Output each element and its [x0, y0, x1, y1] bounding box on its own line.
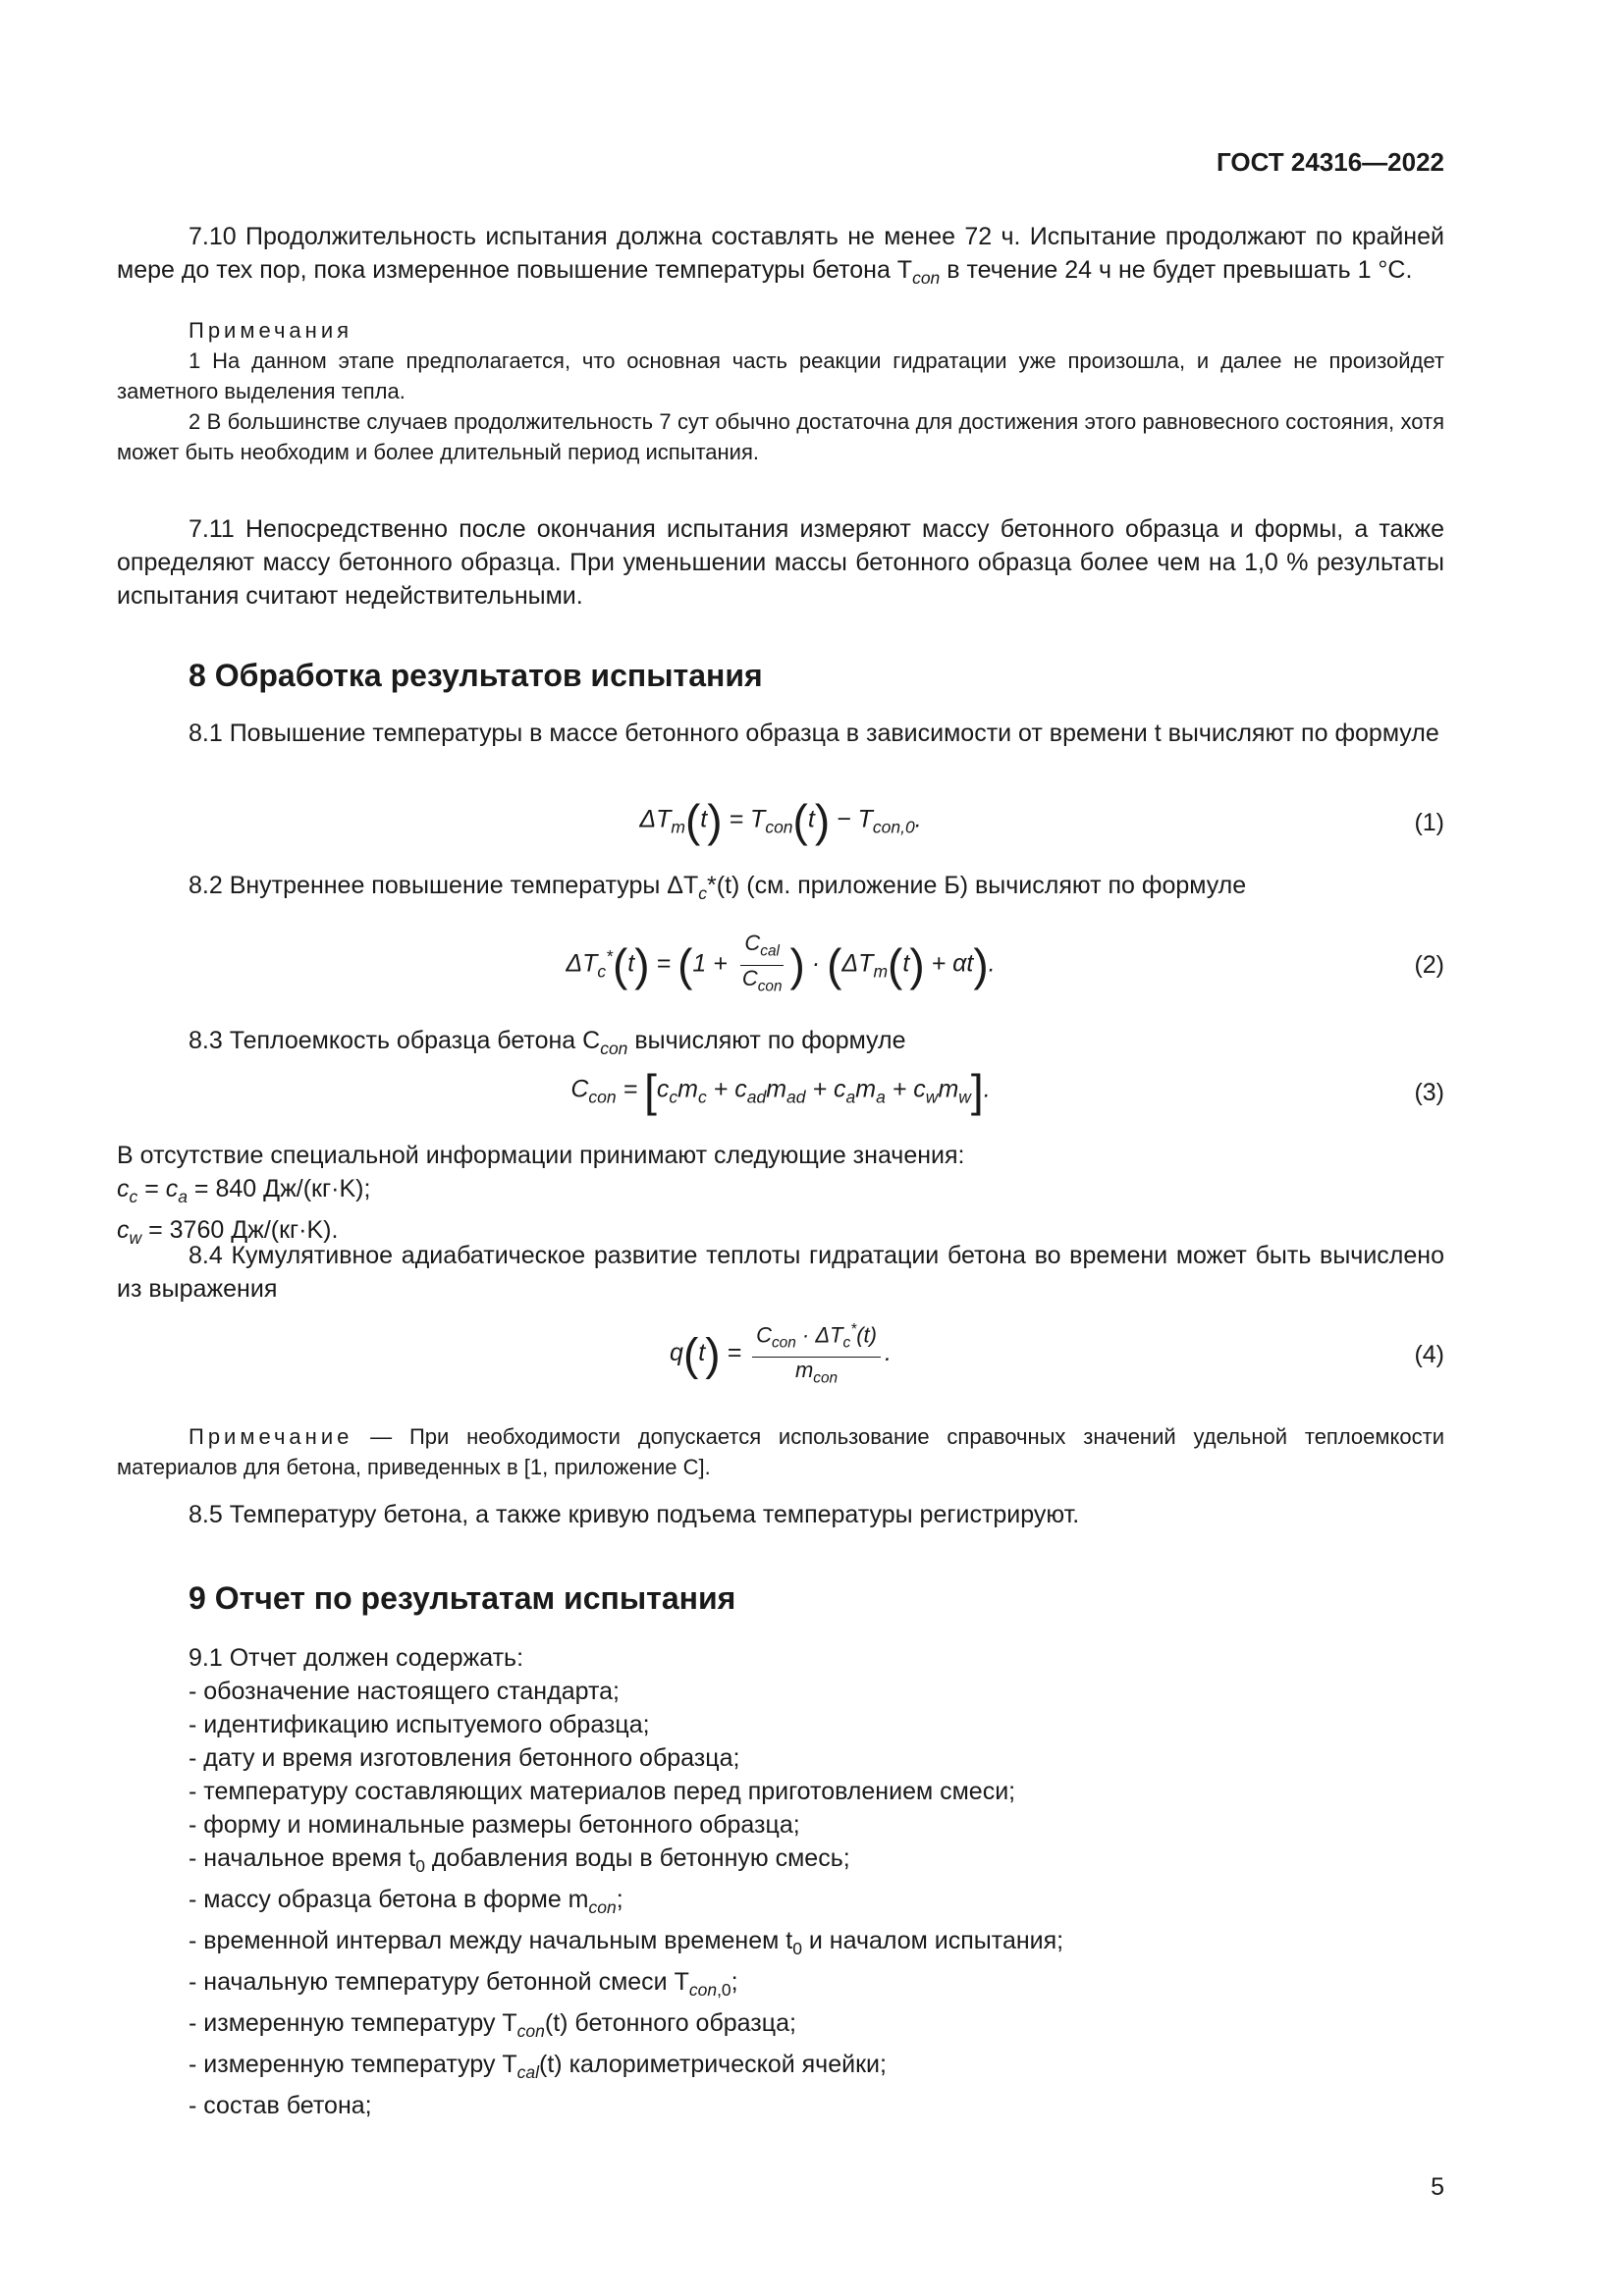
section-8-heading — [117, 656, 1444, 695]
formula-body: $\Delta T_m(t) = T_{con}(t) - T_{con,0}$. — [639, 795, 922, 847]
paragraph-text: *(t) (см. приложение Б) вычисляют по формуле — [707, 872, 1247, 899]
section-9-heading — [117, 1578, 1444, 1618]
list-item: - дату и время изготовления бетонного образца; — [189, 1744, 740, 1772]
value-cw: $c_w = 3760$ Дж/(кг·K). — [117, 1216, 339, 1248]
notes-title: Примечания — [189, 318, 353, 343]
paragraph-text: 8.1 Повышение температуры в массе бетонного образца в зависимости от времени t вычисляют по формуле — [189, 720, 1439, 747]
list-item: - форму и номинальные размеры бетонного образца; — [189, 1811, 800, 1839]
list-item: - начальную температуру бетонной смеси $T_{con,0}$; — [189, 1968, 738, 2000]
formula-body: $\Delta T_c^*(t) = (1$ + $\frac{C_{cal}}{C_{con}}$ ) · $(\Delta T_m(t) + \alpha t)$. — [566, 931, 996, 994]
paragraph-text: 8.3 Теплоемкость образца бетона C — [189, 1027, 601, 1054]
note-single — [117, 1421, 1444, 1482]
document-header: ГОСТ 24316—2022 — [1217, 147, 1444, 177]
paragraph-text: 7.11 Непосредственно после окончания испытания измеряют массу бетонного образца и формы, а также определяют массу бетонного образца. При уменьшении массы бетонного образца более чем на 1,0 % результаты испытания считают недействительными. — [117, 515, 1444, 610]
paragraph-8-2: 8.2 Внутреннее повышение температуры $\Delta T_c*(t)$ (см. приложение Б) вычисляют по формуле — [189, 872, 1247, 903]
formula-body: q(t) = $\frac{C_{con} \cdot \Delta T_c^*(t)}{m_{con}}$ . — [670, 1317, 892, 1391]
list-item: - временной интервал между начальным временем $t_0$ и началом испытания; — [189, 1927, 1064, 1958]
list-item: - измеренную температуру $T_{con}(t)$ бетонного образца; — [189, 2009, 796, 2041]
paragraph-text: 8.4 Кумулятивное адиабатическое развитие теплоты гидратации бетона во времени может быть вычислено из выражения — [117, 1242, 1444, 1303]
section-title: 8 Обработка результатов испытания — [189, 658, 763, 693]
list-item: - температуру составляющих материалов перед приготовлением смеси; — [189, 1778, 1016, 1805]
paragraph-7-11 — [117, 512, 1444, 613]
list-item: - измеренную температуру $T_{cal}(t)$ калориметрической ячейки; — [189, 2051, 887, 2082]
note-2: 2 В большинстве случаев продолжительность 7 сут обычно достаточна для достижения этого равновесного состояния, хотя может быть необходим и более длительный период испытания. — [117, 409, 1444, 464]
formula-body: $C_{con} = [c_cm_c + c_{ad}m_{ad} + c_am_a + c_wm_w]$. — [570, 1065, 991, 1117]
equation-number: (3) — [1414, 1079, 1444, 1106]
paragraph-8-5 — [117, 1498, 1444, 1531]
paragraph-7-10 — [117, 220, 1444, 294]
formula-3 — [117, 1065, 1444, 1117]
paragraph-text: В отсутствие специальной информации принимают следующие значения: — [117, 1142, 965, 1169]
paragraph-8-1 — [117, 717, 1444, 750]
paragraph-8-4 — [117, 1239, 1444, 1306]
paragraph-text: вычисляют по формуле — [627, 1027, 906, 1054]
notes-block — [117, 316, 1444, 467]
formula-1 — [117, 795, 1444, 847]
equation-number: (2) — [1414, 951, 1444, 979]
paragraph-text: 7.10 Продолжительность испытания должна составлять не менее 72 ч. Испытание продолжают по крайней мере до тех пор, пока измеренное повышение температуры бетона T — [117, 223, 1444, 284]
note-text: — При необходимости допускается использование справочных значений удельной теплоемкости материалов для бетона, приведенных в [1, приложение С]. — [117, 1424, 1444, 1479]
paragraph-text: в течение 24 ч не будет превышать 1 °С. — [940, 256, 1413, 284]
section-title: 9 Отчет по результатам испытания — [189, 1580, 736, 1616]
note-1: 1 На данном этапе предполагается, что основная часть реакции гидратации уже произошла, и далее не произойдет заметного выделения тепла. — [117, 348, 1444, 403]
equation-number: (1) — [1414, 809, 1444, 836]
default-values — [117, 1139, 1444, 1255]
formula-2 — [117, 931, 1444, 994]
paragraph-text: 8.5 Температуру бетона, а также кривую подъема температуры регистрируют. — [189, 1501, 1080, 1528]
paragraph-text: 8.2 Внутреннее повышение температуры ΔT — [189, 872, 699, 899]
list-item: - массу образца бетона в форме $m_{con}$; — [189, 1886, 623, 1917]
equation-number: (4) — [1414, 1341, 1444, 1368]
subscript: con — [912, 268, 941, 288]
list-item: - состав бетона; — [189, 2092, 372, 2119]
list-item: - начальное время $t_0$ добавления воды в бетонную смесь; — [189, 1844, 850, 1876]
page-number: 5 — [1431, 2173, 1444, 2201]
report-list — [117, 1641, 1444, 2122]
value-cc: $c_c = c_a = 840$ Дж/(кг·K); — [117, 1175, 371, 1206]
formula-4 — [117, 1320, 1444, 1389]
list-item: - идентификацию испытуемого образца; — [189, 1711, 650, 1738]
list-item: - обозначение настоящего стандарта; — [189, 1678, 620, 1705]
note-label: Примечание — [189, 1424, 353, 1449]
paragraph-8-3: 8.3 Теплоемкость образца бетона $C_{con}$ вычисляют по формуле — [189, 1027, 906, 1058]
list-intro: 9.1 Отчет должен содержать: — [189, 1644, 524, 1672]
